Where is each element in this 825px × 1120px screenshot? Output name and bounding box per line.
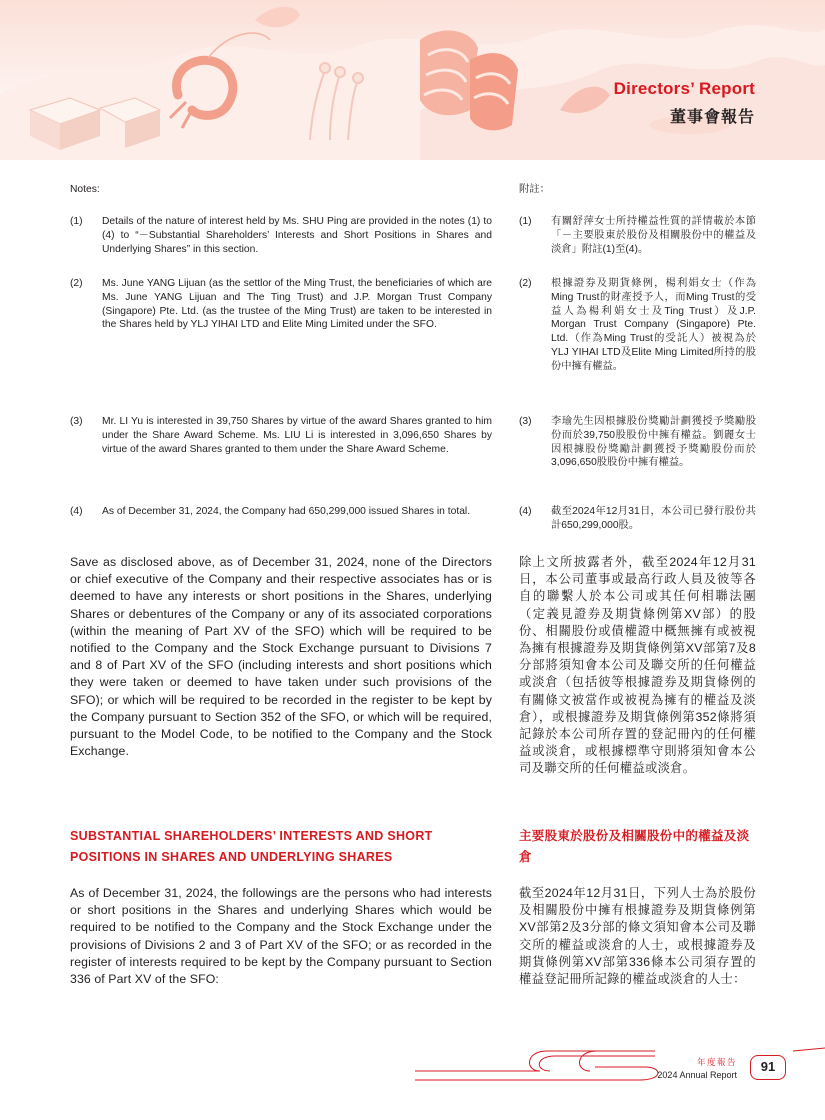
disclosure-paragraph-en: Save as disclosed above, as of December 31, 2024, none of the Directors or chief executive of the Company and their respective associates has or is deemed to have any interests or short positions in the Shares, underlying Shares or debentures of the Company or any of its associated corporations (within the meaning of Part XV of the SFO) which will be required to be notified to the Company and the Stock Exchange pursuant to Divisions 7 and 8 of Part XV of the SFO (including interests and short positions which they were taken or deemed to have taken under such provisions of the SFO); or which will be required to be recorded in the register to be kept by the Company pursuant to Section 352 of the SFO, or which will be required, pursuant to the Model Code, to be notified to the Company and the Stock Exchange. [70, 555, 492, 759]
note-number: (4) [519, 506, 532, 517]
note-number: (1) [70, 216, 83, 227]
note-text: Ms. June YANG Lijuan (as the settlor of the Ming Trust, the beneficiaries of which are Ms. June YANG Lijuan and The Ting Trust) and J.P. Morgan Trust Company (Singapore) Pte. Ltd. (as the trustee of the Ming Trust) are taken to be interested in the Shares held by YLJ YIHAI LTD and Elite Ming Limited under the SFO. [102, 278, 492, 331]
note-2-zh [519, 277, 756, 374]
section-heading-en: SUBSTANTIAL SHAREHOLDERS’ INTERESTS AND SHORT POSITIONS IN SHARES AND UNDERLYING SHARES [70, 829, 433, 864]
note-3-en [70, 415, 492, 456]
note-number: (3) [70, 416, 83, 427]
section-paragraph-zh: 截至2024年12月31日，下列人士為於股份及相關股份中擁有根據證券及期貨條例第XV部第2及3分部的條文須知會本公司及聯交所的權益或淡倉的人士，或根據證券及期貨條例第XV部第336條本公司須存置的權益登記冊所記錄的權益或淡倉的人士： [519, 886, 756, 987]
note-text: 有關舒萍女士所持權益性質的詳情載於本節「－主要股東於股份及相關股份中的權益及淡倉」附註(1)至(4)。 [551, 216, 756, 255]
note-text: 截至2024年12月31日，本公司已發行股份共計650,299,000股。 [551, 506, 756, 531]
note-number: (4) [70, 506, 83, 517]
note-number: (1) [519, 216, 532, 227]
note-4-zh [519, 505, 756, 533]
report-title-zh: 董事會報告 [669, 109, 755, 126]
report-title [614, 79, 755, 127]
note-text: Mr. LI Yu is interested in 39,750 Shares by virtue of the award Shares granted to him under the Share Award Scheme. Ms. LIU Li is interested in 3,096,650 Shares by virtue of the award Shares granted to them under the Share Award Scheme. [102, 416, 492, 455]
note-text: As of December 31, 2024, the Company had 650,299,000 issued Shares in total. [102, 506, 471, 517]
note-text: Details of the nature of interest held by Ms. SHU Ping are provided in the notes (1) to (4) to “－Substantial Shareholders’ Interests and Short Positions in Shares and Underlying Shares” in this section. [102, 216, 492, 255]
section-paragraph-en: As of December 31, 2024, the followings are the persons who had interests or short positions in the Shares and underlying Shares which would be required to be notified to the Company and the Stock Exchange under the provisions of Divisions 2 and 3 of Part XV of the SFO; or as recorded in the register of interests required to be kept by the Company pursuant to Section 336 of Part XV of the SFO: [70, 886, 492, 987]
note-text: 根據證券及期貨條例，楊利娟女士（作為Ming Trust的財產授予人，而Ming Trust的受益人為楊利娟女士及Ting Trust）及J.P. Morgan Trust Company (Singapore) Pte. Ltd.（作為Ming Trust的受託人）被視為於YLJ YIHAI LTD及Elite Ming Limited所持的股份中擁有權益。 [551, 278, 756, 372]
report-title-en: Directors’ Report [613, 79, 755, 98]
note-1-en [70, 215, 492, 256]
footer-report-zh: 年度報告 [696, 1057, 737, 1067]
note-2-en [70, 277, 492, 332]
footer-report-label [657, 1056, 737, 1080]
notes-label-en: Notes: [70, 184, 100, 195]
note-3-zh [519, 415, 756, 470]
note-text: 李瑜先生因根據股份獎勵計劃獲授予獎勵股份而於39,750股股份中擁有權益。劉麗女士因根據股份獎勵計劃獲授予獎勵股份而於3,096,650股股份中擁有權益。 [551, 416, 756, 469]
page-number: 91 [750, 1055, 786, 1080]
notes-label-zh: 附註： [519, 184, 550, 195]
note-number: (2) [70, 278, 83, 289]
disclosure-paragraph-zh: 除上文所披露者外，截至2024年12月31日，本公司董事或最高行政人員及彼等各自的聯繫人於本公司或其任何相聯法團（定義見證券及期貨條例第XV部）的股份、相關股份或債權證中概無擁有或被視為擁有根據證券及期貨條例第XV部第7及8分部將須知會本公司及聯交所的任何權益或淡倉（包括彼等根據證券及期貨條例的有關條文被當作或被視為擁有的權益及淡倉），或根據證券及期貨條例第352條將須記錄於本公司所存置的登記冊內的任何權益或淡倉，或根據標準守則將須知會本公司及聯交所的任何權益或淡倉。 [519, 555, 756, 776]
note-4-en [70, 505, 492, 519]
footer-report-en: 2024 Annual Report [657, 1070, 737, 1080]
note-number: (2) [519, 278, 532, 289]
note-number: (3) [519, 416, 532, 427]
note-1-zh [519, 215, 756, 256]
section-heading-zh: 主要股東於股份及相關股份中的權益及淡倉 [519, 829, 750, 864]
